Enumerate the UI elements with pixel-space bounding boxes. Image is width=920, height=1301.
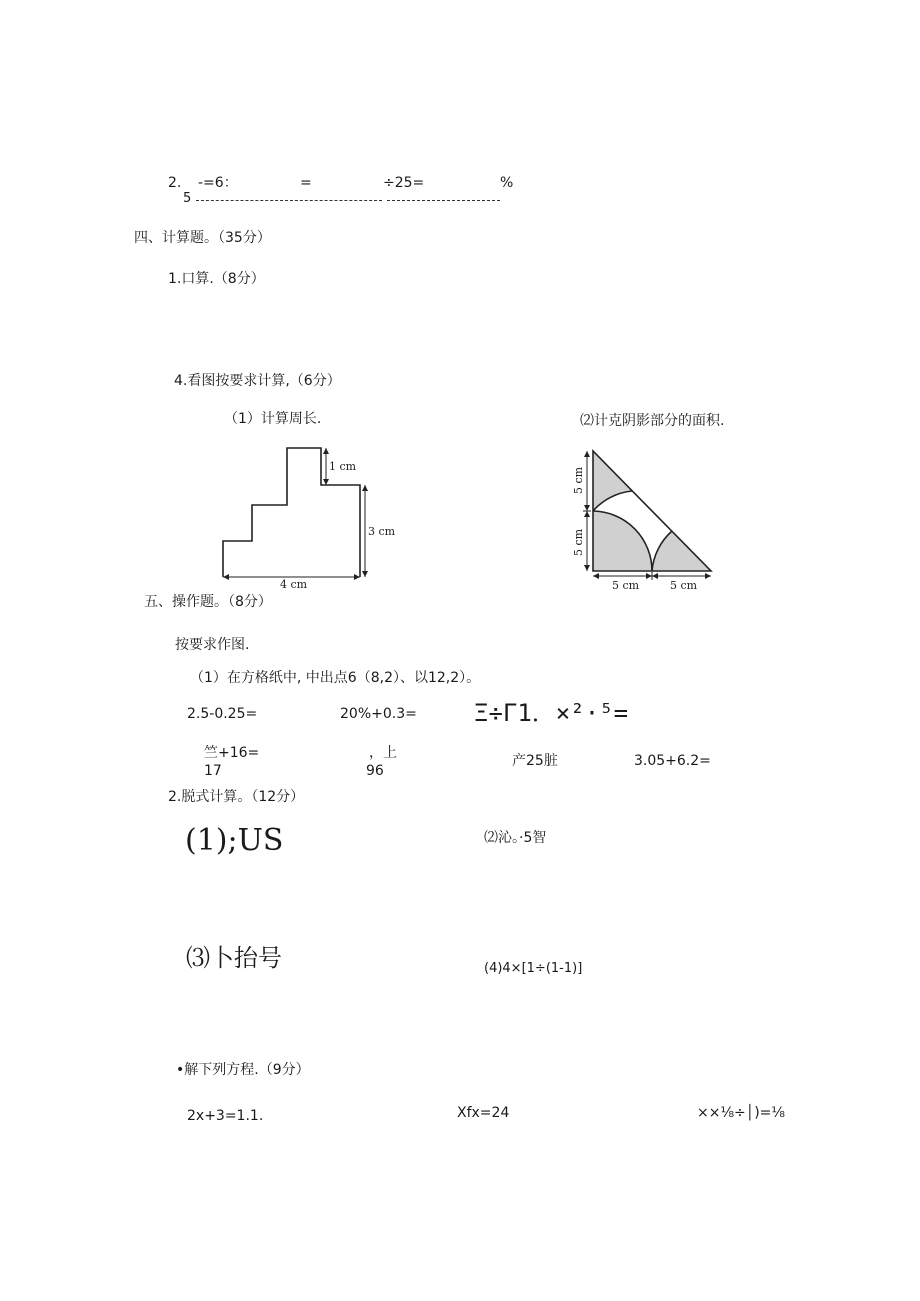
fill-percent: % [500, 175, 514, 191]
section-5-instruction: 按要求作图. [175, 637, 250, 653]
fraction-denominator: 5 [183, 191, 192, 206]
q4-title: 4.看图按要求计算,（6分） [174, 373, 341, 389]
label-left-top: 5 cm [572, 466, 585, 494]
answer-blank-2 [387, 200, 500, 201]
oral-item-g: 3.05+6.2= [634, 753, 711, 769]
q4-part2: ⑵计克阴影部分的面积. [580, 413, 725, 429]
oral-item-e-denominator: 96 [366, 763, 384, 779]
label-left-bottom: 5 cm [572, 528, 585, 556]
fill-equation-3: ÷25= [383, 175, 425, 191]
oral-item-d-numerator: 竺+16= [204, 745, 260, 761]
label-bottom-right: 5 cm [670, 579, 698, 592]
label-bottom-left: 5 cm [612, 579, 640, 592]
fill-equation-1: -=6： [198, 175, 238, 191]
q4-part1: （1）计算周长. [224, 411, 322, 427]
calc-problem-4: (4)4×[1÷(1-1)] [484, 961, 583, 976]
equation-3: ××⅛÷│)=⅛ [697, 1105, 785, 1121]
equation-1: 2x+3=1.1. [187, 1108, 264, 1124]
label-1cm: 1 cm [329, 460, 357, 473]
shaded-triangle-figure [566, 446, 716, 592]
section-4-title: 四、计算题。（35分） [134, 230, 271, 246]
oral-item-c: Ξ÷Γ1．×²·⁵= [474, 699, 629, 727]
answer-blank-1 [196, 200, 382, 201]
oral-item-a: 2.5-0.25= [187, 706, 258, 722]
equation-2: Xfx=24 [457, 1105, 510, 1121]
staircase-figure [210, 440, 396, 591]
question-number: 2. [168, 175, 182, 191]
equations-title: •解下列方程.（9分） [176, 1062, 310, 1078]
calc-problem-2: ⑵沁。·5智 [484, 830, 547, 846]
label-3cm: 3 cm [368, 525, 396, 538]
calc-problem-3: ⑶卜抬号 [186, 944, 282, 972]
fill-equation-2: = [300, 175, 312, 191]
label-4cm: 4 cm [280, 578, 308, 591]
oral-item-f: 产25脏 [512, 753, 558, 769]
oral-item-d-denominator: 17 [204, 763, 222, 779]
oral-item-b: 20%+0.3= [340, 706, 417, 722]
section-5-title: 五、操作题。（8分） [144, 594, 272, 610]
oral-item-e-numerator: ，上 [369, 745, 397, 761]
calc-problem-1: (1);US [185, 823, 284, 858]
calc-section-title: 2.脱式计算。（12分） [168, 789, 305, 805]
section-5-q1: （1）在方格纸中, 中出点6（8,2）、以12,2）。 [190, 670, 481, 686]
q1-oral-title: 1.口算.（8分） [168, 271, 265, 287]
